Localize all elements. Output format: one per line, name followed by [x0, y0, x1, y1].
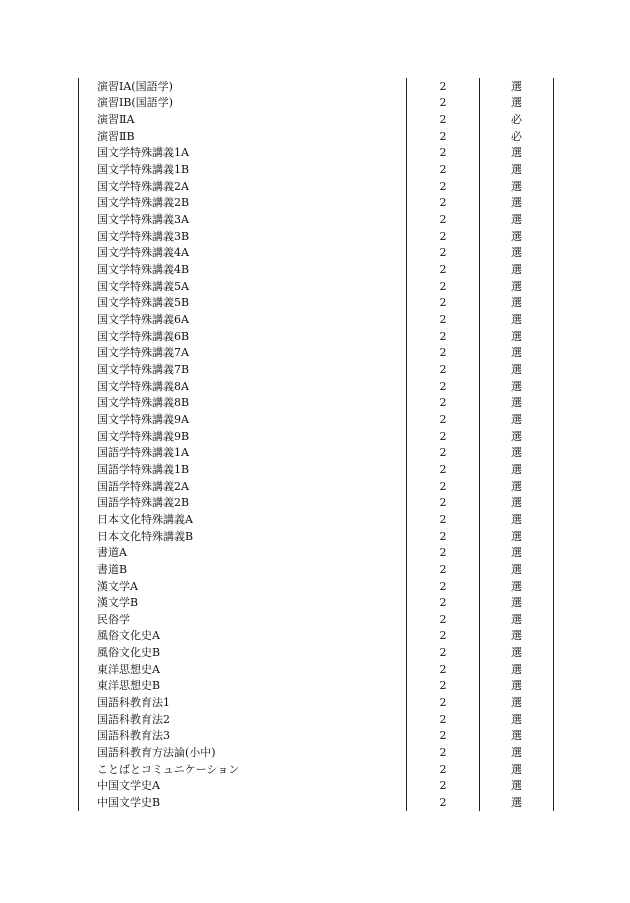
course-credits: 2 — [407, 711, 480, 728]
course-credits: 2 — [407, 494, 480, 511]
course-type: 選 — [511, 263, 522, 277]
course-credits: 2 — [407, 278, 480, 295]
table-row — [79, 311, 553, 328]
course-type: 選 — [511, 279, 522, 293]
course-type: 選 — [511, 179, 522, 193]
table-row — [79, 461, 553, 478]
course-credits: 2 — [407, 761, 480, 778]
table-row — [79, 278, 553, 295]
course-credits: 2 — [407, 411, 480, 428]
table-row — [79, 345, 553, 362]
course-type: 選 — [511, 696, 522, 710]
course-name: 国文学特殊講義9B — [79, 428, 407, 445]
course-credits: 2 — [407, 561, 480, 578]
course-type: 選 — [511, 662, 522, 676]
course-type: 選 — [511, 362, 522, 376]
table-row — [79, 728, 553, 745]
course-name: 演習ⅠB(国語学) — [79, 95, 407, 112]
course-credits: 2 — [407, 145, 480, 162]
course-credits: 2 — [407, 728, 480, 745]
course-credits: 2 — [407, 544, 480, 561]
course-type: 選 — [511, 512, 522, 526]
course-type: 選 — [511, 612, 522, 626]
table-row — [79, 561, 553, 578]
course-name: 国文学特殊講義4B — [79, 261, 407, 278]
table-row — [79, 761, 553, 778]
table-row — [79, 111, 553, 128]
course-type: 選 — [511, 196, 522, 210]
table-row — [79, 478, 553, 495]
course-type: 選 — [511, 446, 522, 460]
course-credits: 2 — [407, 528, 480, 545]
course-credits: 2 — [407, 228, 480, 245]
course-name: 国文学特殊講義1A — [79, 145, 407, 162]
course-type: 選 — [511, 746, 522, 760]
course-name: 中国文学史B — [79, 794, 407, 811]
course-type: 選 — [511, 646, 522, 660]
course-credits: 2 — [407, 628, 480, 645]
course-name: 書道B — [79, 561, 407, 578]
course-credits: 2 — [407, 444, 480, 461]
table-row — [79, 444, 553, 461]
course-type: 選 — [511, 779, 522, 793]
course-name: 民俗学 — [79, 611, 407, 628]
course-credits: 2 — [407, 161, 480, 178]
course-type: 選 — [511, 462, 522, 476]
course-table — [78, 78, 554, 811]
table-row — [79, 661, 553, 678]
course-type: 選 — [511, 412, 522, 426]
course-credits: 2 — [407, 361, 480, 378]
table-row — [79, 78, 553, 95]
course-name: 東洋思想史A — [79, 661, 407, 678]
course-name: 国文学特殊講義3B — [79, 228, 407, 245]
course-credits: 2 — [407, 295, 480, 312]
course-name: 国語学特殊講義2A — [79, 478, 407, 495]
course-type: 選 — [511, 496, 522, 510]
course-name: 国文学特殊講義7A — [79, 345, 407, 362]
table-row — [79, 295, 553, 312]
course-type: 必 — [511, 129, 522, 143]
course-credits: 2 — [407, 611, 480, 628]
course-type: 選 — [511, 479, 522, 493]
course-credits: 2 — [407, 178, 480, 195]
course-type: 選 — [511, 712, 522, 726]
table-row — [79, 511, 553, 528]
table-row — [79, 161, 553, 178]
course-name: 国文学特殊講義6A — [79, 311, 407, 328]
table-row — [79, 544, 553, 561]
course-type: 選 — [511, 546, 522, 560]
course-credits: 2 — [407, 744, 480, 761]
course-credits: 2 — [407, 461, 480, 478]
table-row — [79, 145, 553, 162]
course-type: 選 — [511, 579, 522, 593]
course-name: 演習ⅠA(国語学) — [79, 78, 407, 95]
table-row — [79, 411, 553, 428]
course-credits: 2 — [407, 211, 480, 228]
course-type: 選 — [511, 229, 522, 243]
table-row — [79, 711, 553, 728]
course-credits: 2 — [407, 195, 480, 212]
course-credits: 2 — [407, 345, 480, 362]
course-type: 選 — [511, 762, 522, 776]
table-row — [79, 678, 553, 695]
table-row — [79, 644, 553, 661]
table-row — [79, 694, 553, 711]
course-type: 選 — [511, 396, 522, 410]
table-row — [79, 211, 553, 228]
course-name: 国文学特殊講義1B — [79, 161, 407, 178]
course-credits: 2 — [407, 428, 480, 445]
course-type: 選 — [511, 379, 522, 393]
course-name: 国語科教育方法論(小中) — [79, 744, 407, 761]
course-name: 国語科教育法1 — [79, 694, 407, 711]
course-name: 演習ⅡA — [79, 111, 407, 128]
course-credits: 2 — [407, 794, 480, 811]
course-name: 国語学特殊講義2B — [79, 494, 407, 511]
course-type: 選 — [511, 213, 522, 227]
course-credits: 2 — [407, 661, 480, 678]
course-name: ことばとコミュニケーション — [79, 761, 407, 778]
course-credits: 2 — [407, 95, 480, 112]
course-name: 国文学特殊講義5B — [79, 295, 407, 312]
table-row — [79, 361, 553, 378]
course-name: 国語学特殊講義1A — [79, 444, 407, 461]
course-credits: 2 — [407, 594, 480, 611]
table-row — [79, 578, 553, 595]
course-credits: 2 — [407, 678, 480, 695]
course-type: 選 — [511, 429, 522, 443]
course-name: 演習ⅡB — [79, 128, 407, 145]
table-row — [79, 328, 553, 345]
table-row — [79, 794, 553, 811]
table-row — [79, 494, 553, 511]
course-type: 選 — [511, 296, 522, 310]
course-name: 国文学特殊講義2B — [79, 195, 407, 212]
course-name: 国文学特殊講義5A — [79, 278, 407, 295]
table-row — [79, 594, 553, 611]
course-name: 風俗文化史A — [79, 628, 407, 645]
course-name: 漢文学B — [79, 594, 407, 611]
course-name: 国語科教育法3 — [79, 728, 407, 745]
table-row — [79, 261, 553, 278]
course-type: 選 — [511, 679, 522, 693]
course-name: 国文学特殊講義6B — [79, 328, 407, 345]
table-row — [79, 195, 553, 212]
course-credits: 2 — [407, 261, 480, 278]
table-row — [79, 394, 553, 411]
table-row — [79, 228, 553, 245]
course-credits: 2 — [407, 778, 480, 795]
course-credits: 2 — [407, 478, 480, 495]
course-type: 選 — [511, 596, 522, 610]
course-name: 日本文化特殊講義A — [79, 511, 407, 528]
course-type: 選 — [511, 163, 522, 177]
course-type: 選 — [511, 729, 522, 743]
course-credits: 2 — [407, 511, 480, 528]
course-type: 選 — [511, 562, 522, 576]
course-type: 選 — [511, 346, 522, 360]
course-credits: 2 — [407, 694, 480, 711]
course-credits: 2 — [407, 311, 480, 328]
course-name: 国文学特殊講義9A — [79, 411, 407, 428]
course-type: 選 — [511, 246, 522, 260]
course-credits: 2 — [407, 245, 480, 262]
course-type: 選 — [511, 146, 522, 160]
table-row — [79, 611, 553, 628]
table-row — [79, 245, 553, 262]
course-type: 選 — [511, 313, 522, 327]
table-row — [79, 95, 553, 112]
table-row — [79, 628, 553, 645]
course-credits: 2 — [407, 578, 480, 595]
course-name: 国語科教育法2 — [79, 711, 407, 728]
course-credits: 2 — [407, 378, 480, 395]
course-type: 選 — [511, 629, 522, 643]
course-type: 選 — [511, 529, 522, 543]
course-name: 国語学特殊講義1B — [79, 461, 407, 478]
course-name: 東洋思想史B — [79, 678, 407, 695]
course-credits: 2 — [407, 328, 480, 345]
course-name: 風俗文化史B — [79, 644, 407, 661]
course-name: 国文学特殊講義2A — [79, 178, 407, 195]
course-name: 国文学特殊講義8A — [79, 378, 407, 395]
table-row — [79, 378, 553, 395]
course-type: 選 — [511, 796, 522, 810]
course-name: 書道A — [79, 544, 407, 561]
course-credits: 2 — [407, 394, 480, 411]
table-row — [79, 778, 553, 795]
course-type: 選 — [511, 96, 522, 110]
table-row — [79, 178, 553, 195]
course-credits: 2 — [407, 128, 480, 145]
course-type: 必 — [511, 113, 522, 127]
course-name: 漢文学A — [79, 578, 407, 595]
course-credits: 2 — [407, 78, 480, 95]
course-name: 日本文化特殊講義B — [79, 528, 407, 545]
course-type: 選 — [511, 329, 522, 343]
course-credits: 2 — [407, 644, 480, 661]
course-name: 国文学特殊講義7B — [79, 361, 407, 378]
table-row — [79, 528, 553, 545]
table-row — [79, 744, 553, 761]
course-name: 中国文学史A — [79, 778, 407, 795]
table-row — [79, 428, 553, 445]
course-name: 国文学特殊講義3A — [79, 211, 407, 228]
course-credits: 2 — [407, 111, 480, 128]
course-name: 国文学特殊講義4A — [79, 245, 407, 262]
course-type: 選 — [511, 79, 522, 93]
table-row — [79, 128, 553, 145]
course-name: 国文学特殊講義8B — [79, 394, 407, 411]
